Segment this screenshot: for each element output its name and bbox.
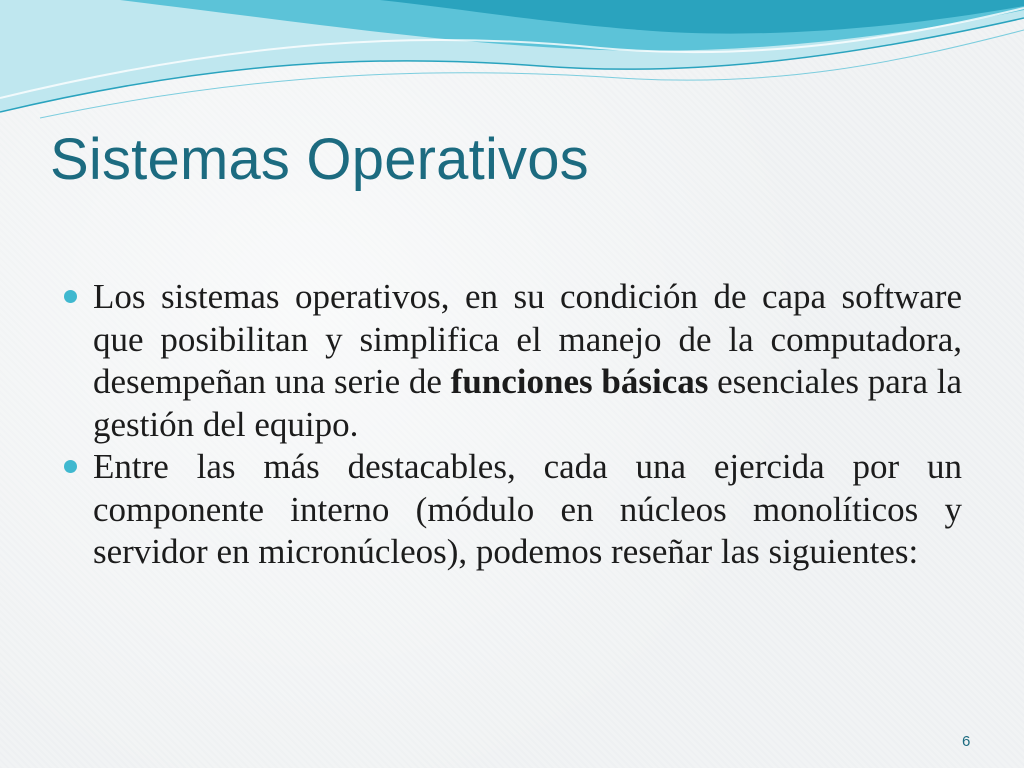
bullet-text-bold: funciones básicas	[450, 362, 709, 401]
bullet-dot-icon	[64, 460, 77, 473]
bullet-text-part: Los sistemas operativos, en su condición de capa software que posibilitan y simplifica el manejo de la computadora, desempeñan una serie de	[93, 277, 962, 401]
bullet-dot-icon	[64, 290, 77, 303]
bullet-list	[62, 276, 962, 574]
bullet-text: Entre las más destacables, cada una ejercida por un componente interno (módulo en núcleos monolíticos y servidor en micronúcleos), podemos reseñar las siguientes:	[93, 447, 962, 571]
bullet-text-part: esenciales para la gestión del equipo.	[93, 362, 963, 444]
slide-title: Sistemas Operativos	[50, 127, 589, 192]
header-wave-decoration	[0, 0, 1024, 130]
page-number: 6	[962, 733, 971, 750]
bullet-text	[93, 276, 962, 446]
bullet-item-1	[62, 276, 962, 446]
bullet-item-2	[62, 446, 962, 574]
